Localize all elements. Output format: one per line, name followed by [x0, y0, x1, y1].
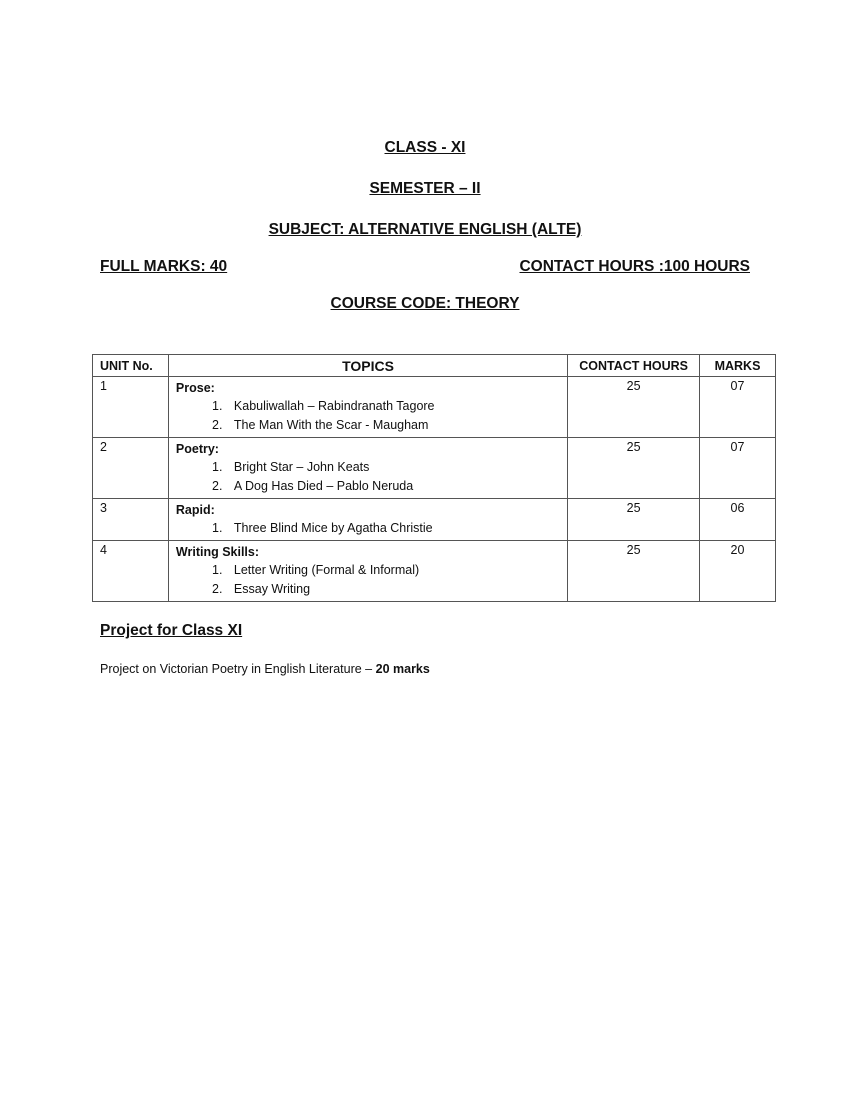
topic-category: Poetry:: [175, 442, 219, 456]
topic-item: 2. Essay Writing: [226, 580, 560, 599]
table-row: [93, 499, 776, 541]
topic-item: 1. Kabuliwallah – Rabindranath Tagore: [226, 397, 560, 416]
hours-cell: 25: [568, 499, 700, 541]
project-title: Project for Class XI: [100, 622, 243, 639]
marks-cell: 20: [700, 541, 776, 602]
marks-cell: 07: [700, 377, 776, 438]
topic-item: 2. The Man With the Scar - Maugham: [226, 416, 560, 435]
marks-cell: 06: [700, 499, 776, 541]
unit-cell: 2: [93, 438, 169, 499]
table-header-row: [93, 355, 776, 377]
topic-item: 1. Three Blind Mice by Agatha Christie: [226, 519, 560, 538]
contact-hours: CONTACT HOURS :100 HOURS: [519, 258, 750, 275]
class-heading: CLASS - XI: [384, 139, 466, 156]
unit-cell: 1: [93, 377, 169, 438]
hours-cell: 25: [568, 541, 700, 602]
topics-cell: [168, 377, 567, 438]
topic-item: 2. A Dog Has Died – Pablo Neruda: [226, 477, 560, 496]
header-marks: MARKS: [700, 355, 776, 377]
project-marks: 20 marks: [375, 662, 430, 676]
header-topics: TOPICS: [168, 355, 567, 377]
subject-heading: SUBJECT: ALTERNATIVE ENGLISH (ALTE): [268, 221, 582, 238]
hours-cell: 25: [568, 377, 700, 438]
project-text: Project on Victorian Poetry in English Literature –: [100, 662, 376, 676]
project-description: [100, 662, 430, 676]
unit-cell: 4: [93, 541, 169, 602]
topic-item: 1. Letter Writing (Formal & Informal): [226, 561, 560, 580]
table-row: [93, 377, 776, 438]
unit-cell: 3: [93, 499, 169, 541]
topics-cell: [168, 541, 567, 602]
topic-category: Rapid:: [175, 503, 215, 517]
semester-heading: SEMESTER – II: [369, 180, 481, 197]
marks-cell: 07: [700, 438, 776, 499]
table-row: [93, 541, 776, 602]
topic-category: Writing Skills:: [175, 545, 260, 559]
header-unit: UNIT No.: [93, 355, 169, 377]
topic-category: Prose:: [175, 381, 215, 395]
hours-cell: 25: [568, 438, 700, 499]
course-code-heading: COURSE CODE: THEORY: [330, 295, 520, 312]
topics-cell: [168, 499, 567, 541]
syllabus-table: [92, 354, 776, 602]
full-marks: FULL MARKS: 40: [100, 258, 228, 275]
table-row: [93, 438, 776, 499]
header-contact-hours: CONTACT HOURS: [568, 355, 700, 377]
topics-cell: [168, 438, 567, 499]
topic-item: 1. Bright Star – John Keats: [226, 458, 560, 477]
